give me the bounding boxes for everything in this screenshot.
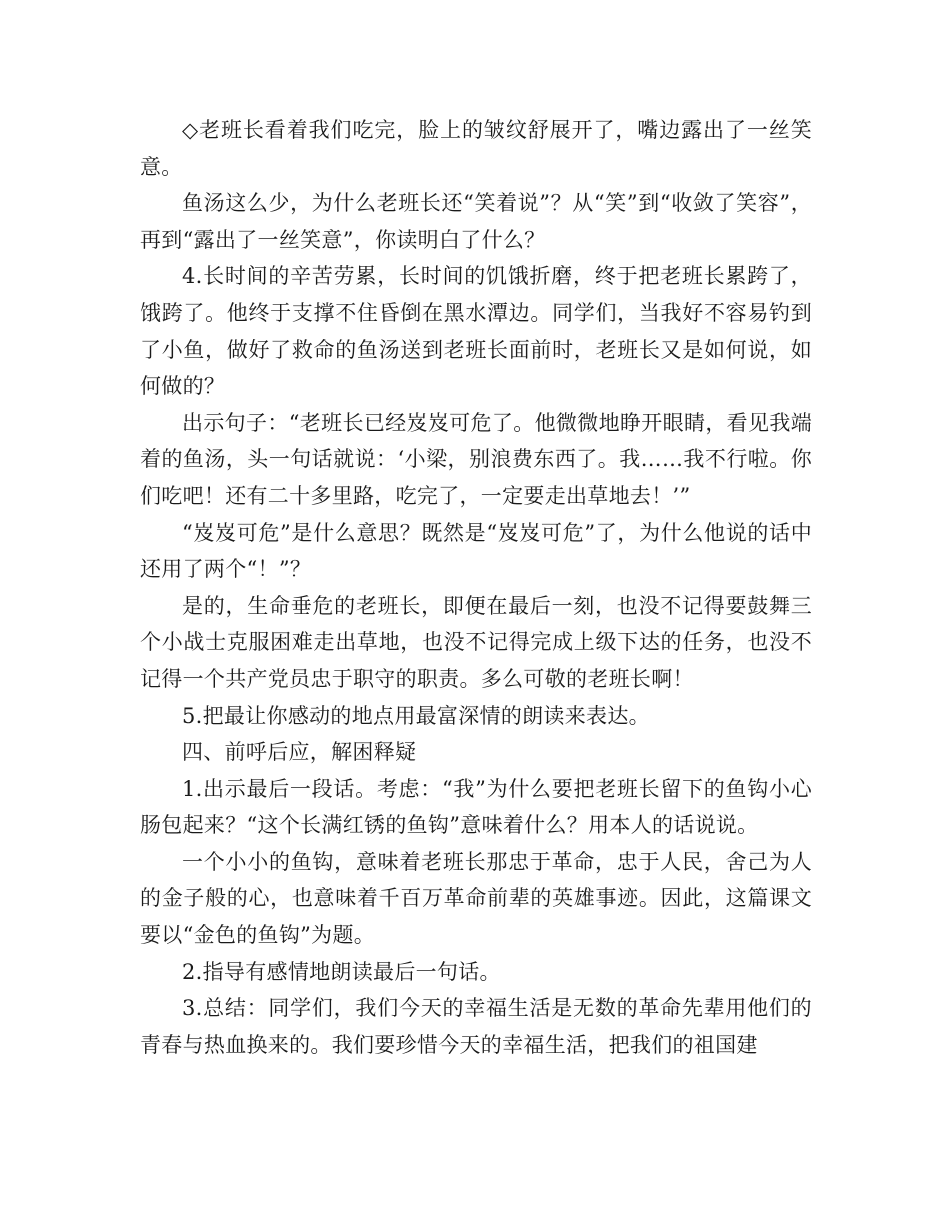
paragraph: 是的，生命垂危的老班长，即便在最后一刻，也没不记得要鼓舞三个小战士克服困难走出草地，也没不记得完成上级下达的任务，也没不记得一个共产党员忠于职守的职责。多么可敬的老班长啊！ bbox=[140, 593, 812, 691]
paragraph: 4.长时间的辛苦劳累，长时间的饥饿折磨，终于把老班长累跨了，饿跨了。他终于支撑不住昏倒在黑水潭边。同学们，当我好不容易钓到了小鱼，做好了救命的鱼汤送到老班长面前时，老班长又是如何说，如何做的？ bbox=[140, 264, 812, 399]
paragraph: 5.把最让你感动的地点用最富深情的朗读来表达。 bbox=[182, 703, 650, 728]
paragraph: “岌岌可危”是什么意思？既然是“岌岌可危”了，为什么他说的话中还用了两个“！”？ bbox=[140, 520, 812, 582]
paragraph: 2.指导有感情地朗读最后一句话。 bbox=[182, 959, 501, 984]
paragraph: 一个小小的鱼钩，意味着老班长那忠于革命，忠于人民，舍己为人的金子般的心，也意味着千百万革命前辈的英雄事迹。因此，这篇课文要以“金色的鱼钩”为题。 bbox=[140, 849, 812, 948]
paragraph: ◇老班长看着我们吃完，脸上的皱纹舒展开了，嘴边露出了一丝笑意。 bbox=[140, 118, 812, 179]
paragraph: 鱼汤这么少，为什么老班长还“笑着说”？从“笑”到“收敛了笑容”，再到“露出了一丝笑意”，你读明白了什么？ bbox=[140, 191, 812, 252]
paragraph: 3.总结：同学们，我们今天的幸福生活是无数的革命先辈用他们的青春与热血换来的。我们要珍惜今天的幸福生活，把我们的祖国建 bbox=[140, 996, 812, 1057]
section-heading: 四、前呼后应，解困释疑 bbox=[182, 740, 417, 765]
paragraph: 出示句子：“老班长已经岌岌可危了。他微微地睁开眼睛，看见我端着的鱼汤，头一句话就说：‘小梁，别浪费东西了。我……我不行啦。你们吃吧！还有二十多里路，吃完了，一定要走出草地去！’” bbox=[140, 410, 812, 508]
document-body bbox=[140, 112, 812, 1063]
paragraph: 1.出示最后一段话。考虑：“我”为什么要把老班长留下的鱼钩小心肠包起来？“这个长满红锈的鱼钩”意味着什么？用本人的话说说。 bbox=[140, 776, 812, 838]
